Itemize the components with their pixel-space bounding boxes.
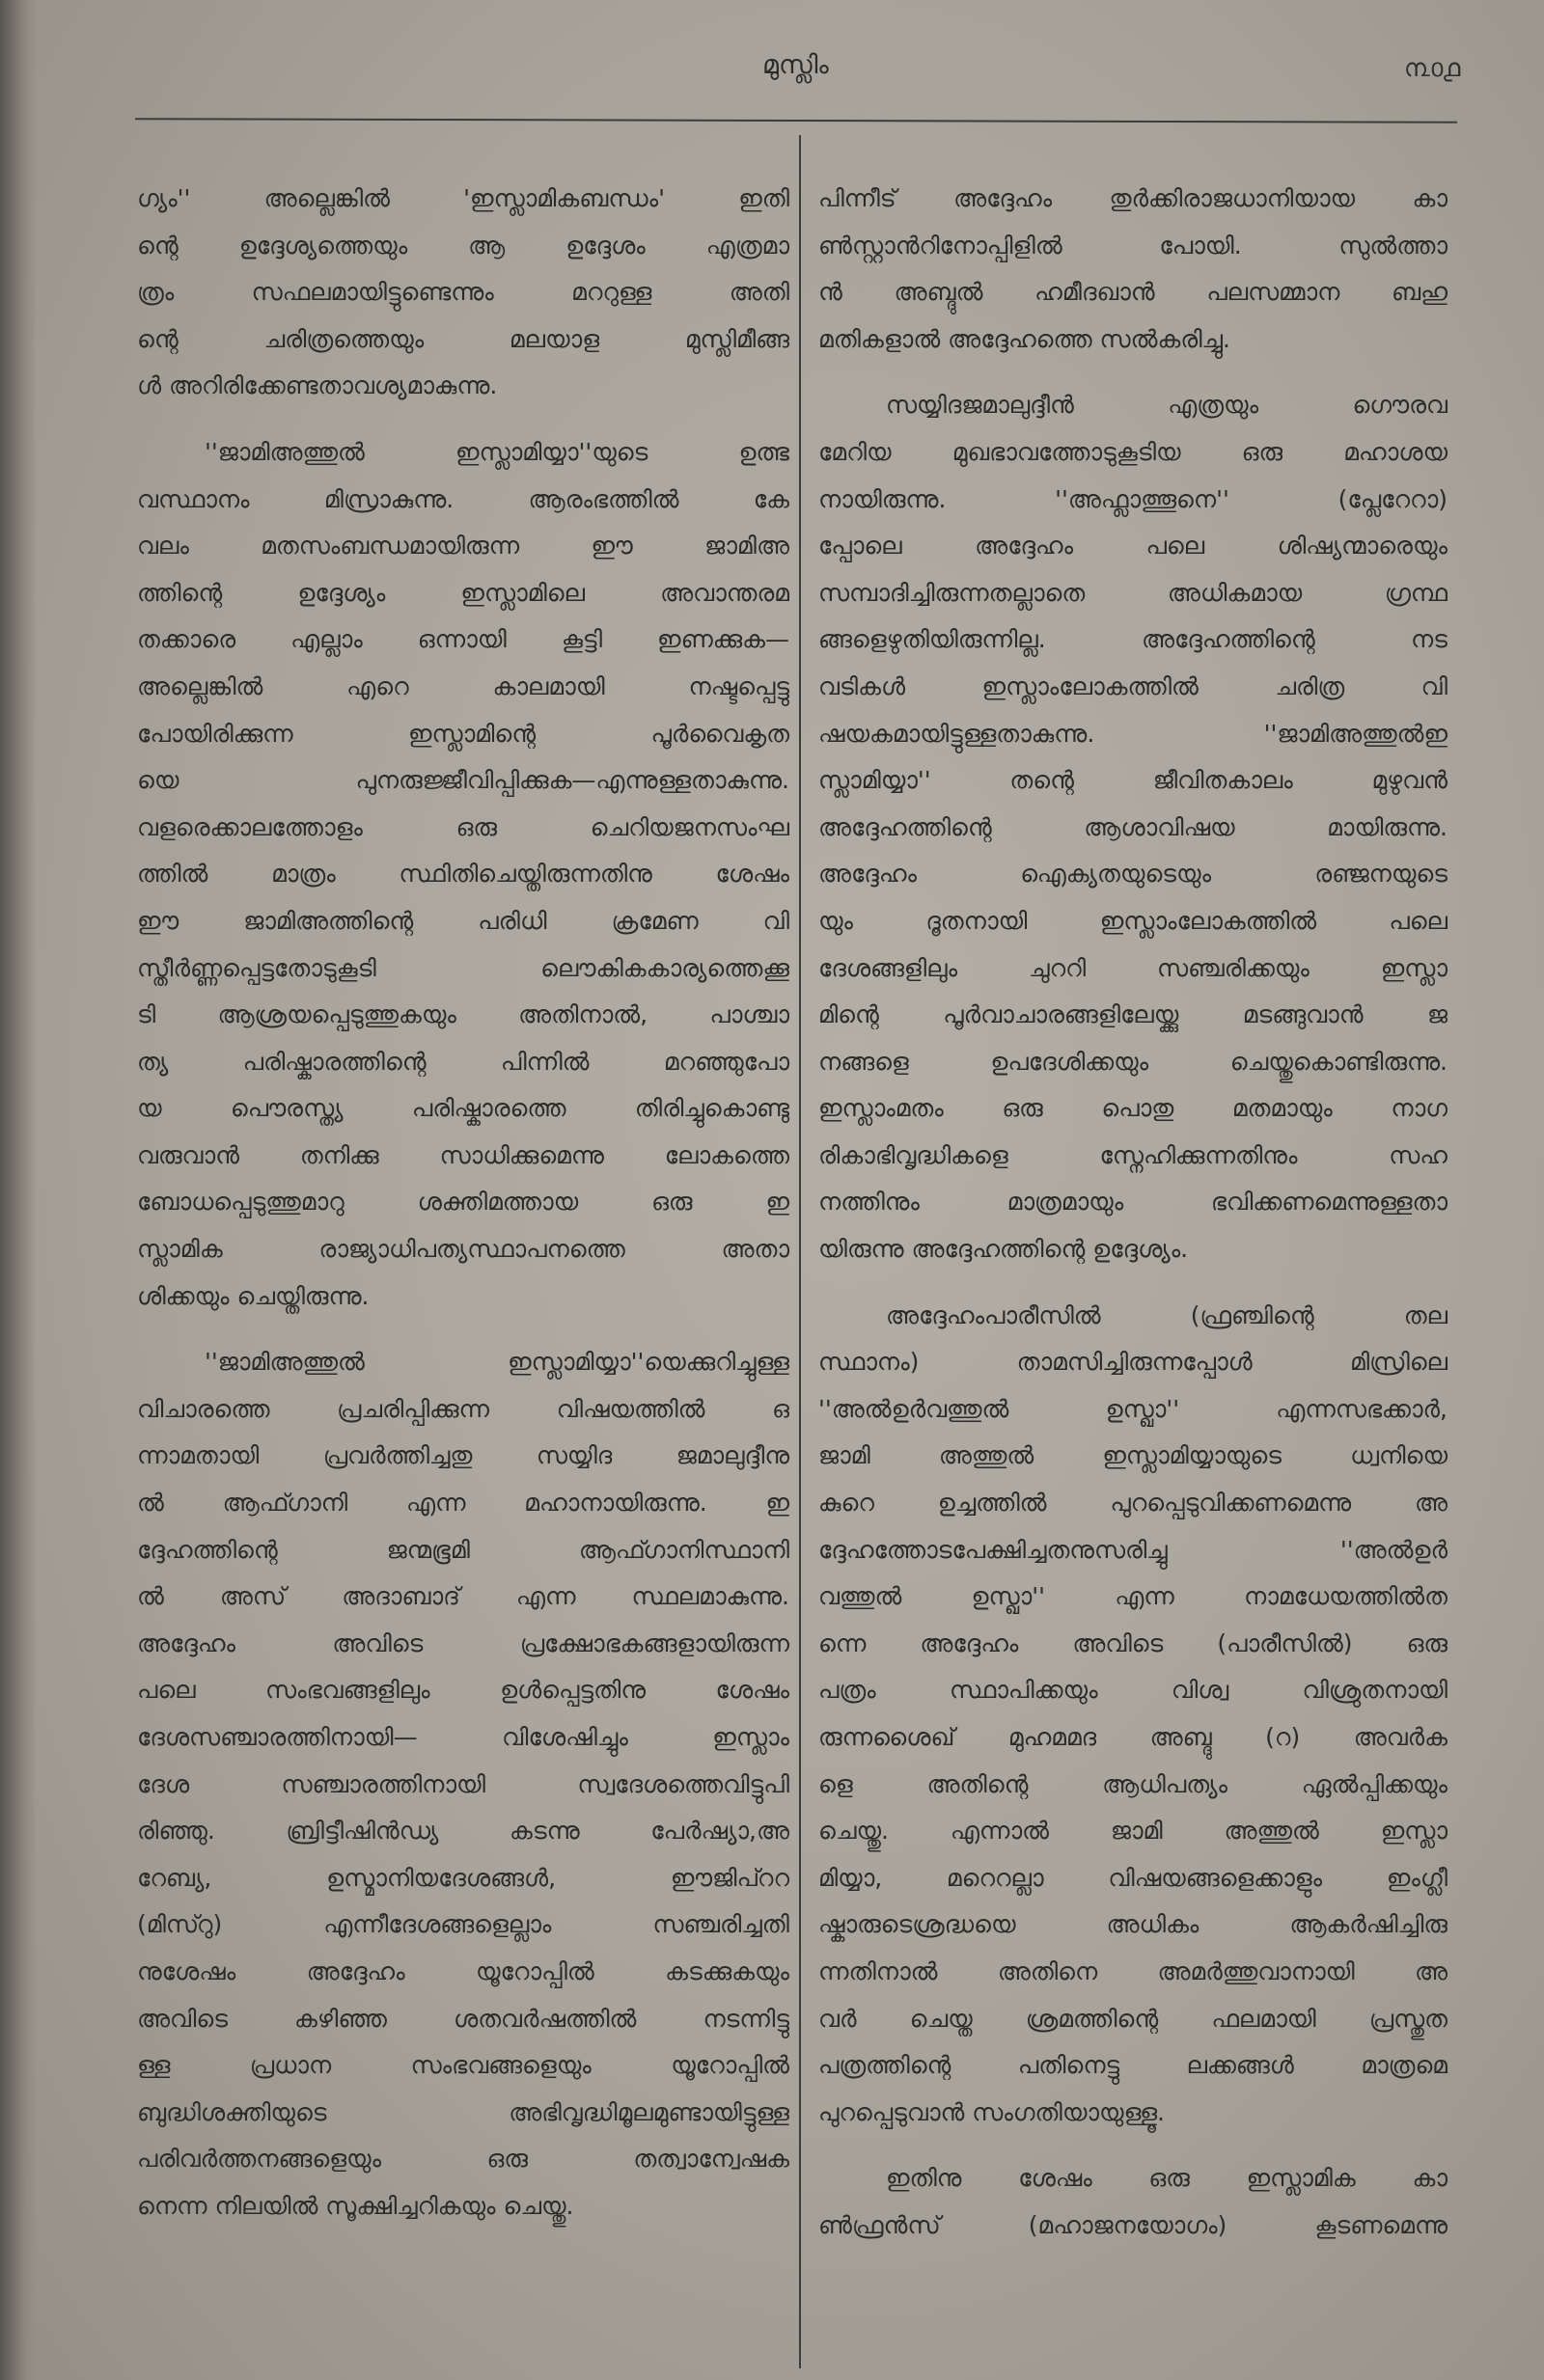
text-line: യിരുന്നു അദ്ദേഹത്തിന്റെ ഉദ്ദേശ്യം. (818, 1235, 1189, 1264)
text-line: പോയിരിക്കുന്ന ഇസ്ലാമിന്റെ പൂർവൈകൃത (137, 719, 789, 748)
text-line: യും ദൂതനായി ഇസ്ലാംലോകത്തിൽ പലെ (818, 906, 1448, 935)
text-line: ന്റെ ഉദ്ദേശ്യത്തെയും ആ ഉദ്ദേശം എത്രമാ (137, 231, 789, 260)
text-line: ഇസ്ലാംമതം ഒരു പൊതു മതമായും നാഗ (818, 1094, 1448, 1123)
text-line: ''അൽഉർവത്തുൽ ഉസ്ഖാ'' എന്നസഭക്കാർ, (818, 1394, 1448, 1423)
paragraph (818, 1293, 1448, 2137)
right-column (818, 176, 1448, 2269)
text-line: യ പൌരസ്ത്യ പരിഷ്കാരത്തെ തിരിച്ചുകൊണ്ടു (137, 1094, 789, 1123)
text-line: നത്തിനും മാത്രമായും ഭവിക്കണമെന്നുള്ളതാ (818, 1188, 1448, 1217)
paragraph (818, 2155, 1448, 2249)
text-line: സയ്യിദജമാലുദ്ദീൻ എത്രയും ഗൌരവ (886, 391, 1448, 420)
text-line: സ്തീർണ്ണപ്പെട്ടതോടുകൂടി ലൌകികകാര്യത്തെക്കൂ (137, 953, 789, 982)
text-line: ന്നാമതായി പ്രവർത്തിച്ചതു സയ്യിദ ജമാലുദ്ദീനു (137, 1441, 789, 1470)
paragraph (818, 382, 1448, 1272)
text-line: വടികൾ ഇസ്ലാംലോകത്തിൽ ചരിത്ര വി (818, 671, 1448, 700)
text-line: ങ്ങളെഴുതിയിരുന്നില്ല. അദ്ദേഹത്തിന്റെ നട (818, 625, 1448, 654)
text-line: ഈ ജാമിഅത്തിന്റെ പരിധി ക്രമേണ വി (137, 906, 789, 935)
text-line: വളരെക്കാലത്തോളം ഒരു ചെറിയജനസംഘ (137, 812, 789, 841)
text-line: ൾ അറിരിക്കേണ്ടതാവശ്യമാകുന്നു. (137, 371, 498, 400)
paragraph (137, 429, 789, 1320)
text-line: അദ്ദേഹം ഐക്യതയുടെയും രഞ്ജനയുടെ (818, 860, 1448, 889)
text-line: നായിരുന്നു. ''അഫ്ലാത്തൂനെ'' (പ്ലേറേറാ) (818, 484, 1448, 513)
text-line: കുറെ ഉച്ചത്തിൽ പുറപ്പെടുവിക്കണമെന്നു അ (818, 1489, 1448, 1518)
running-header-title: മുസ്ലിം (762, 50, 829, 80)
text-line: തക്കാരെ എല്ലാം ഒന്നായി കൂട്ടി ഇണക്കുക— (137, 625, 789, 654)
text-line: ഷയകമായിട്ടുള്ളതാകുന്നു. ''ജാമിഅത്തുൽഇ (818, 719, 1448, 748)
text-line: ദ്ദേഹത്തിന്റെ ജന്മഭൂമി ആഫ്ഗാനിസ്ഥാനി (137, 1535, 789, 1564)
text-line: ദേശങ്ങളിലും ചുററി സഞ്ചരിക്കയും ഇസ്ലാ (818, 953, 1448, 982)
paragraph (137, 1339, 789, 2230)
text-line: യെ പുനരുജ്ജീവിപ്പിക്കുക—എന്നുള്ളതാകുന്നു. (137, 766, 789, 795)
text-line: പ്പോലെ അദ്ദേഹം പലെ ശിഷ്യന്മാരെയും (818, 532, 1448, 561)
text-line: ൽ ആഫ്ഗാനി എന്ന മഹാനായിരുന്നു. ഇ (137, 1489, 789, 1518)
text-line: ബുദ്ധിശക്തിയുടെ അഭിവൃദ്ധിമൂലമുണ്ടായിട്ടുള്ള (137, 2097, 789, 2126)
text-line: പിന്നീട് അദ്ദേഹം തുർക്കിരാജധാനിയായ കാ (818, 184, 1448, 212)
text-line: വലം മതസംബന്ധമായിരുന്ന ഈ ജാമിഅ (137, 532, 789, 561)
text-line: ''ജാമിഅത്തുൽ ഇസ്ലാമിയ്യാ''യെക്കുറിച്ചുള്ള (205, 1348, 789, 1377)
text-line: റേബ്യ, ഉസ്മാനിയദേശങ്ങൾ, ഈജിപ്ററ (137, 1863, 789, 1892)
text-line: അദ്ദേഹത്തിന്റെ ആശാവിഷയ മായിരുന്നു. (818, 812, 1448, 841)
text-line: ത്യ പരിഷ്കാരത്തിന്റെ പിന്നിൽ മറഞ്ഞുപോ (137, 1047, 789, 1076)
text-line: ൺസ്റ്റാൻറിനോപ്പിളിൽ പോയി. സുൽത്താ (818, 231, 1448, 260)
text-line: അല്ലെങ്കിൽ എറെ കാലമായി നഷ്ടപ്പെട്ടു (137, 671, 789, 700)
text-line: പരിവർത്തനങ്ങളെയും ഒരു തത്വാന്വേഷക (137, 2145, 789, 2174)
text-line: പത്രം സ്ഥാപിക്കയും വിശ്വ വിശ്രുതനായി (818, 1676, 1448, 1705)
text-line: ത്തിന്റെ ഉദ്ദേശ്യം ഇസ്ലാമിലെ അവാന്തരമ (137, 578, 789, 607)
paragraph (137, 176, 789, 410)
left-column (137, 176, 789, 2250)
text-line: ദേശസഞ്ചാരത്തിനായി— വിശേഷിച്ചും ഇസ്ലാം (137, 1723, 789, 1751)
text-line: ത്രം സഫലമായിട്ടുണ്ടെന്നും മററുള്ള അതി (137, 278, 789, 307)
text-line: ''ജാമിഅത്തുൽ ഇസ്ലാമിയ്യാ''യുടെ ഉത്ഭ (205, 437, 789, 466)
text-line: സ്ലാമിയ്യാ'' തന്റെ ജീവിതകാലം മുഴുവൻ (818, 766, 1448, 795)
paragraph (818, 176, 1448, 363)
text-line: അദ്ദേഹംപാരീസിൽ (ഫ്രഞ്ചിന്റെ തല (886, 1300, 1448, 1329)
text-line: നങ്ങളെ ഉപദേശിക്കയും ചെയ്തുകൊണ്ടിരുന്നു. (818, 1047, 1448, 1076)
text-line: ൽ അസ് അദാബാദ് എന്ന സ്ഥലമാകുന്നു. (137, 1582, 789, 1611)
text-line: ദ്ദേഹത്തോടപേക്ഷിച്ചതനുസരിച്ചു ''അൽഉർ (818, 1535, 1448, 1564)
text-line: രുന്നശൈഖ് മുഹമമദ അബ്ദു (റ) അവർക (818, 1723, 1448, 1751)
text-line: മിന്റെ പൂർവാചാരങ്ങളിലേയ്ക്കു മടങ്ങുവാൻ ജ (818, 1000, 1448, 1029)
text-line: മേറിയ മുഖഭാവത്തോടുകൂടിയ ഒരു മഹാശയ (818, 437, 1448, 466)
text-line: നെന്ന നിലയിൽ സൂക്ഷിച്ചറികയും ചെയ്തു. (137, 2191, 574, 2220)
text-line: ശിക്കയും ചെയ്തിരുന്നു. (137, 1281, 370, 1310)
scan-edge-shadow (0, 0, 37, 2380)
text-line: ടി ആശ്രയപ്പെടുത്തുകയും അതിനാൽ, പാശ്ചാ (137, 1000, 789, 1029)
text-line: വസ്ഥാനം മിസ്രാകുന്നു. ആരംഭത്തിൽ കേ (137, 484, 789, 513)
text-line: ന്നതിനാൽ അതിനെ അമർത്തുവാനായി അ (818, 1956, 1448, 1985)
text-line: ഗ്യം'' അല്ലെങ്കിൽ 'ഇസ്ലാമികബന്ധം' ഇതി (137, 184, 789, 212)
text-line: പുറപ്പെടുവാൻ സംഗതിയായുള്ളൂ. (818, 2097, 1165, 2126)
text-line: മിയ്യാ, മറെറല്ലാ വിഷയങ്ങളെക്കാളും ഇംഗ്ലീ (818, 1863, 1448, 1892)
text-line: പത്രത്തിന്റെ പതിനെട്ടു ലക്കങ്ങൾ മാത്രമെ (818, 2051, 1448, 2080)
column-divider (799, 135, 801, 2368)
text-line: ഇതിനു ശേഷം ഒരു ഇസ്ലാമിക കാ (886, 2164, 1448, 2193)
text-line: നുശേഷം അദ്ദേഹം യൂറോപ്പിൽ കടക്കുകയും (137, 1956, 789, 1985)
text-line: ചെയ്തു. എന്നാൽ ജാമി അത്തുൽ ഇസ്ലാ (818, 1817, 1448, 1846)
text-line: രികാഭിവൃദ്ധികളെ സ്നേഹിക്കുന്നതിനും സഹ (818, 1140, 1448, 1169)
text-line: സമ്പാദിച്ചിരുന്നതല്ലാതെ അധികമായ ഗ്രന്ഥ (818, 578, 1448, 607)
text-line: വർ ചെയ്ത ശ്രമത്തിന്റെ ഫലമായി പ്രസ്തുത (818, 2004, 1448, 2033)
text-line: പലെ സംഭവങ്ങളിലും ഉൾപ്പെട്ടതിനു ശേഷം (137, 1676, 789, 1705)
text-line: ന്റെ ചരിത്രത്തെയും മലയാള മുസ്ലിമീങ്ങ (137, 324, 789, 353)
text-line: ബോധപ്പെടുത്തുമാറു ശക്തിമത്തായ ഒരു ഇ (137, 1188, 789, 1217)
text-line: സ്ലാമിക രാജ്യാധിപത്യസ്ഥാപനത്തെ അതാ (137, 1235, 789, 1264)
text-line: അദ്ദേഹം അവിടെ പ്രക്ഷോഭകങ്ങളായിരുന്ന (137, 1628, 789, 1657)
header-rule (135, 118, 1457, 123)
text-line: ൻ അബ്ദുൽ ഹമീദഖാൻ പലസമ്മാന ബഹു (818, 278, 1448, 307)
text-line: ഷ്കാരുടെശ്രദ്ധയെ അധികം ആകർഷിച്ചിരു (818, 1910, 1448, 1939)
text-line: രിഞ്ഞു. ബ്രിട്ടീഷിൻഡ്യ കടന്നു പേർഷ്യാ,അ (137, 1817, 789, 1846)
text-line: ത്തിൽ മാത്രം സ്ഥിതിചെയ്തിരുന്നതിനു ശേഷം (137, 860, 789, 889)
text-line: വിചാരത്തെ പ്രചരിപ്പിക്കുന്ന വിഷയത്തിൽ ഒ (137, 1394, 789, 1423)
text-line: (മിസ്റു) എന്നീദേശങ്ങളെല്ലാം സഞ്ചരിച്ചതി (137, 1910, 789, 1939)
text-line: മതികളാൽ അദ്ദേഹത്തെ സൽകരിച്ചു. (818, 324, 1230, 353)
text-line: ദേശ സഞ്ചാരത്തിനായി സ്വദേശത്തെവിട്ടുപി (137, 1769, 789, 1798)
text-line: വത്തുൽ ഉസ്ഖാ'' എന്ന നാമധേയത്തിൽത (818, 1582, 1448, 1611)
text-line: ള്ള പ്രധാന സംഭവങ്ങളെയും യൂറോപ്പിൽ (137, 2051, 789, 2080)
text-line: വരുവാൻ തനിക്കു സാധിക്കുമെന്നു ലോകത്തെ (137, 1140, 789, 1169)
text-line: ജാമി അത്തുൽ ഇസ്ലാമിയ്യായുടെ ധ്വനിയെ (818, 1441, 1448, 1470)
text-line: ളെ അതിന്റെ ആധിപത്യം ഏൽപ്പിക്കയും (818, 1769, 1448, 1798)
page-number: ൩൦൧ (1404, 54, 1461, 83)
text-line: ന്നെ അദ്ദേഹം അവിടെ (പാരീസിൽ) ഒരു (818, 1628, 1448, 1657)
text-line: ൺഫ്രൻസ് (മഹാജനയോഗം) കൂടണമെന്നു (818, 2210, 1448, 2239)
text-line: സ്ഥാനം) താമസിച്ചിരുന്നപ്പോൾ മിസ്രിലെ (818, 1348, 1448, 1377)
text-line: അവിടെ കഴിഞ്ഞ ശതവർഷത്തിൽ നടന്നിട്ടു (137, 2004, 789, 2033)
